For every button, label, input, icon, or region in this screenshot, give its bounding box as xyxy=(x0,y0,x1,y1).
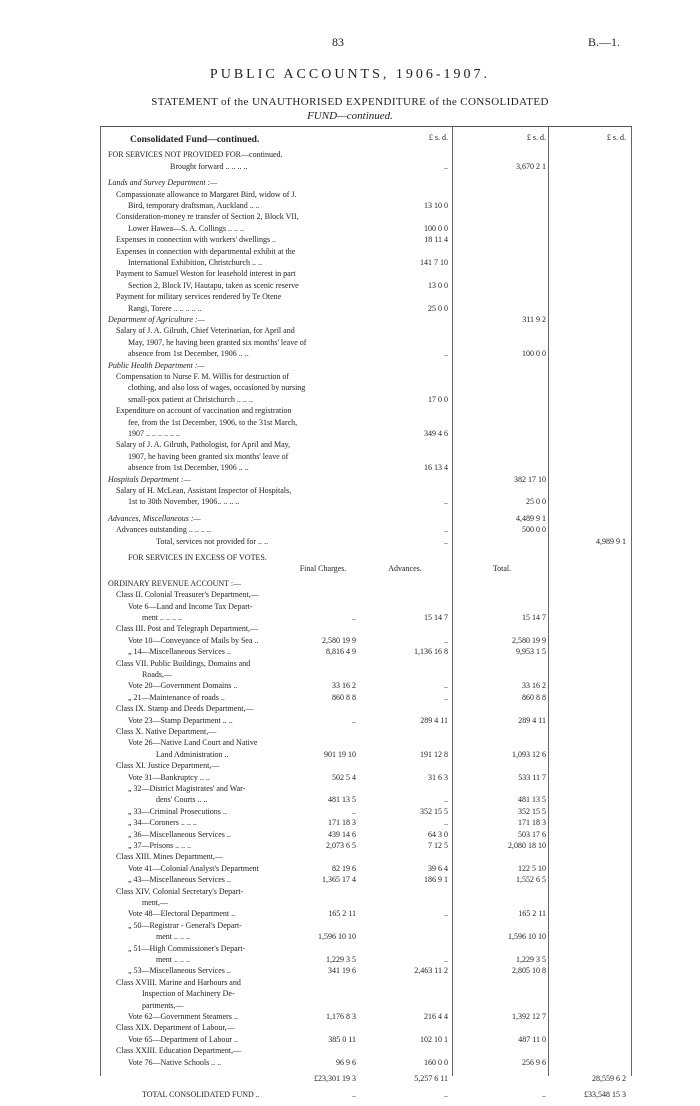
lsd-header-1: £ s. d. xyxy=(428,133,448,142)
column-header-row xyxy=(100,563,632,575)
table-row xyxy=(100,715,632,727)
row-amount-m3: 1,093 12 6 xyxy=(512,749,546,759)
row-label: Vote 6—Land and Income Tax Depart- xyxy=(128,601,253,611)
row-amount-m3: 481 13 5 xyxy=(518,795,546,805)
statement-title: STATEMENT of the UNAUTHORISED EXPENDITURE of the CONSOLIDATED xyxy=(151,96,549,108)
row-label: Class III. Post and Telegraph Department,— xyxy=(116,624,259,634)
row-amount-m3: 2,080 18 10 xyxy=(508,841,546,850)
table-row xyxy=(100,897,632,909)
row-label: „ 34—Coroners .. .. .. xyxy=(128,818,197,828)
table-row xyxy=(100,496,632,508)
row-label: Vote 48—Electoral Department .. xyxy=(128,909,236,919)
row-amount-m3: 256 9 6 xyxy=(522,1057,546,1067)
row-amount-m2: 191 12 8 xyxy=(420,749,448,759)
row-amount-m2: .. xyxy=(444,497,448,507)
row-amount-m3: .. xyxy=(542,1090,546,1100)
row-amount-m1: 860 8 8 xyxy=(332,692,356,702)
row-label: partments,— xyxy=(142,1000,184,1010)
row-label: 1st to 30th November, 1906.. .. .. .. xyxy=(128,497,240,507)
row-amount-m3: 100 0 0 xyxy=(522,349,546,359)
row-amount-m2: 25 0 0 xyxy=(428,303,448,313)
row-label: 1907 .. .. .. .. .. .. xyxy=(128,429,180,438)
row-label: Consolidated Fund—continued. xyxy=(130,135,260,145)
table-row xyxy=(100,189,632,201)
row-label: Salary of J. A. Gilruth, Chief Veterinarian, for April and xyxy=(116,326,295,336)
row-amount-m2: 100 0 0 xyxy=(424,223,448,233)
row-amount-m3: 533 11 7 xyxy=(518,772,546,782)
row-amount-m2: .. xyxy=(444,349,448,359)
row-label: Payment for military services rendered by Te Otene xyxy=(116,292,282,302)
table-row xyxy=(100,462,632,474)
table-row xyxy=(100,931,632,943)
row-label: Lower Hawea—S. A. Collings .. .. .. xyxy=(128,223,244,233)
row-label: ment,— xyxy=(142,898,168,907)
row-amount-m3: 2,805 10 8 xyxy=(512,966,546,976)
table-row xyxy=(100,1034,632,1046)
table-row xyxy=(100,1057,632,1069)
table-row xyxy=(100,439,632,451)
row-amount-m3: 25 0 0 xyxy=(526,497,546,507)
row-amount-m2: 7 12 5 xyxy=(428,841,448,850)
row-amount-m2: 352 15 5 xyxy=(420,806,448,816)
table-row xyxy=(100,303,632,315)
row-label: „ 50—Registrar - General's Depart- xyxy=(128,920,242,930)
row-label: Section 2, Block IV, Hautapu, taken as scenic reserve xyxy=(128,280,299,290)
row-amount-m3: 1,596 10 10 xyxy=(508,932,546,942)
table-row xyxy=(100,513,632,525)
row-label: Vote 10—Conveyance of Mails by Sea .. xyxy=(128,635,259,645)
table-row xyxy=(100,394,632,406)
row-label: Total, services not provided for .. .. xyxy=(156,536,269,546)
row-label: absence from 1st December, 1906 .. .. xyxy=(128,463,249,473)
row-label: Department of Agriculture :— xyxy=(108,315,205,324)
table-row xyxy=(100,337,632,349)
row-amount-m1: 901 19 10 xyxy=(324,749,356,759)
row-amount-m1: 33 16 2 xyxy=(332,681,356,691)
table-row xyxy=(100,161,632,173)
table-row xyxy=(100,806,632,818)
table-row xyxy=(100,943,632,955)
row-label: „ 37—Prisons .. .. .. xyxy=(128,841,192,850)
table-row xyxy=(100,234,632,246)
row-amount-m2: 216 4 4 xyxy=(424,1012,448,1021)
row-label: Salary of H. McLean, Assistant Inspector of Hospitals, xyxy=(116,486,292,495)
row-label: Expenses in connection with departmental exhibit at the xyxy=(116,246,296,256)
table-row xyxy=(100,772,632,784)
row-label: FOR SERVICES NOT PROVIDED FOR—continued. xyxy=(108,150,283,160)
table-row xyxy=(100,451,632,463)
row-label: Class II. Colonial Treasurer's Department,— xyxy=(116,590,259,600)
table-row xyxy=(100,325,632,337)
table-row xyxy=(100,635,632,647)
row-amount-m1: 82 19 6 xyxy=(332,863,356,873)
table-row xyxy=(100,623,632,635)
row-amount-m1: .. xyxy=(352,806,356,816)
row-amount-m1: 96 9 6 xyxy=(336,1057,356,1067)
table-row xyxy=(100,783,632,795)
row-amount-m1: 439 14 6 xyxy=(328,829,356,839)
row-amount-m4: £33,548 15 3 xyxy=(584,1090,626,1100)
table-row xyxy=(100,874,632,886)
row-amount-m3: 1,392 12 7 xyxy=(512,1012,546,1021)
table-top-rule xyxy=(100,126,632,127)
table-row xyxy=(100,954,632,966)
row-label: Lands and Survey Department :— xyxy=(108,178,218,188)
table-row xyxy=(100,360,632,372)
column-header-final: Final Charges. xyxy=(299,564,347,574)
table-row xyxy=(100,552,632,564)
row-label: Land Administration .. xyxy=(156,749,229,759)
row-amount-m3: 1,552 6 5 xyxy=(516,875,546,885)
row-label: „ 21—Maintenance of roads .. xyxy=(128,692,225,702)
row-label: Class IX. Stamp and Deeds Department,— xyxy=(116,704,254,714)
row-amount-m1: 165 2 11 xyxy=(328,909,356,919)
table-row xyxy=(100,268,632,280)
table-row xyxy=(100,371,632,383)
table-row xyxy=(100,405,632,417)
statement-table xyxy=(100,126,632,1100)
table-row xyxy=(100,211,632,223)
row-label: clothing, and also loss of wages, occasioned by nursing xyxy=(128,383,306,393)
row-label: Class XIV. Colonial Secretary's Depart- xyxy=(116,886,244,896)
table-row xyxy=(100,1000,632,1012)
row-amount-m1: 1,596 10 10 xyxy=(318,932,356,942)
row-amount-m2: .. xyxy=(444,161,448,171)
row-amount-m2: .. xyxy=(444,681,448,691)
row-label: Inspection of Machinery De- xyxy=(142,989,235,999)
row-label: ment .. .. .. xyxy=(156,932,190,942)
row-label: Compassionate allowance to Margaret Bird, widow of J. xyxy=(116,189,297,199)
table-row xyxy=(100,536,632,548)
row-label: May, 1907, he having been granted six months' leave of xyxy=(128,337,307,347)
row-label: Advances outstanding .. .. .. .. xyxy=(116,525,211,535)
row-amount-m2: .. xyxy=(444,1090,448,1100)
table-row xyxy=(100,1089,632,1101)
row-amount-m2: 64 3 0 xyxy=(428,829,448,839)
row-amount-m3: 487 11 0 xyxy=(518,1034,546,1044)
page-title: PUBLIC ACCOUNTS, 1906-1907. xyxy=(209,67,491,82)
row-amount-m2: 16 13 4 xyxy=(424,463,448,473)
row-label: absence from 1st December, 1906 .. .. xyxy=(128,349,249,359)
table-row xyxy=(100,851,632,863)
row-amount-m2: 31 6 3 xyxy=(428,772,448,782)
row-amount-m1: 1,229 3 5 xyxy=(326,955,356,964)
row-amount-m1: 171 18 3 xyxy=(328,818,356,828)
table-row xyxy=(100,348,632,360)
row-amount-m1: 341 19 6 xyxy=(328,966,356,976)
lsd-header-3: £ s. d. xyxy=(606,133,626,142)
row-label: fee, from the 1st December, 1906, to the 31st March, xyxy=(128,417,298,427)
table-row xyxy=(100,578,632,590)
row-label: FOR SERVICES IN EXCESS OF VOTES. xyxy=(128,553,267,562)
row-label: „ 33—Criminal Prosecutions .. xyxy=(128,806,227,816)
row-label: „ 53—Miscellaneous Services .. xyxy=(128,966,231,976)
table-row xyxy=(100,474,632,486)
table-row xyxy=(100,726,632,738)
row-amount-m1: 2,580 19 9 xyxy=(322,635,356,645)
row-label: „ 14—Miscellaneous Services .. xyxy=(128,647,231,657)
row-label: Vote 65—Department of Labour .. xyxy=(128,1034,239,1044)
table-row xyxy=(100,646,632,658)
row-label: Compensation to Nurse F. M. Willis for destruction of xyxy=(116,372,290,381)
row-label: Roads,— xyxy=(142,670,172,679)
row-label: TOTAL CONSOLIDATED FUND .. xyxy=(142,1090,260,1100)
row-label: „ 51—High Commissioner's Depart- xyxy=(128,943,246,953)
table-row xyxy=(100,658,632,670)
row-label: Advances, Miscellaneous :— xyxy=(108,513,201,523)
row-amount-m2: 102 10 1 xyxy=(420,1034,448,1044)
table-row xyxy=(100,291,632,303)
row-label: Class XVIII. Marine and Harbours and xyxy=(116,977,241,987)
row-label: Salary of J. A. Gilruth, Pathologist, for April and May, xyxy=(116,440,291,450)
row-amount-m2: .. xyxy=(444,536,448,546)
row-label: ment .. .. .. xyxy=(156,955,190,964)
row-label: Expenses in connection with workers' dwellings .. xyxy=(116,235,277,245)
table-row xyxy=(100,886,632,898)
row-label: Consideration-money re transfer of Section 2, Block VII, xyxy=(116,212,299,222)
lsd-header-2: £ s. d. xyxy=(526,133,546,142)
row-amount-m3: 311 9 2 xyxy=(522,315,546,324)
row-amount-m2: 5,257 6 11 xyxy=(414,1074,448,1083)
row-amount-m2: .. xyxy=(444,635,448,645)
document-reference: B.—1. xyxy=(588,35,621,49)
row-label: Payment to Samuel Weston for leasehold interest in part xyxy=(116,269,296,279)
table-row xyxy=(100,908,632,920)
row-amount-m2: .. xyxy=(444,795,448,805)
row-amount-m4: 4,989 9 1 xyxy=(596,536,626,546)
table-row xyxy=(100,601,632,613)
table-row xyxy=(100,417,632,429)
table-row xyxy=(100,680,632,692)
row-amount-m1: 1,176 8 3 xyxy=(326,1012,356,1021)
row-label: „ 32—District Magistrates' and War- xyxy=(128,784,246,793)
row-amount-m2: 2,463 11 2 xyxy=(414,966,448,976)
row-amount-m2: .. xyxy=(444,525,448,535)
row-amount-m3: 15 14 7 xyxy=(522,613,546,622)
row-label: Expenditure on account of vaccination and registration xyxy=(116,406,292,416)
statement-title-continued: FUND—continued. xyxy=(307,110,393,122)
row-amount-m1: £23,301 19 3 xyxy=(314,1074,356,1083)
row-amount-m2: 13 10 0 xyxy=(424,201,448,210)
row-label: Vote 76—Native Schools .. .. xyxy=(128,1057,222,1067)
table-row xyxy=(100,149,632,161)
table-row xyxy=(100,703,632,715)
row-amount-m3: 382 17 10 xyxy=(514,474,546,484)
row-amount-m3: 122 5 10 xyxy=(518,863,546,873)
table-row xyxy=(100,1073,632,1085)
table-row xyxy=(100,428,632,440)
page-number: 83 xyxy=(332,35,344,49)
row-amount-m1: 1,365 17 4 xyxy=(322,875,356,885)
row-amount-m2: 186 9 1 xyxy=(424,875,448,885)
row-label: International Exhibition, Christchurch .. .. xyxy=(128,258,262,267)
row-amount-m3: 1,229 3 5 xyxy=(516,955,546,964)
table-row xyxy=(100,200,632,212)
row-amount-m2: 13 0 0 xyxy=(428,280,448,290)
table-row xyxy=(100,965,632,977)
row-amount-m3: 503 17 6 xyxy=(518,829,546,839)
row-label: Bird, temporary draftsman, Auckland .. .. xyxy=(128,201,260,210)
row-amount-m2: .. xyxy=(444,955,448,964)
row-label: Brought forward .. .. .. .. xyxy=(170,161,248,171)
table-row xyxy=(100,737,632,749)
row-amount-m2: .. xyxy=(444,818,448,828)
table-row xyxy=(100,977,632,989)
table-row xyxy=(100,314,632,326)
column-header-adv: Advances. xyxy=(388,564,422,574)
row-amount-m2: 15 14 7 xyxy=(424,613,448,622)
row-amount-m3: 33 16 2 xyxy=(522,681,546,691)
table-row xyxy=(100,177,632,189)
row-amount-m1: 502 5 4 xyxy=(332,772,356,782)
table-row xyxy=(100,589,632,601)
row-amount-m2: 349 4 6 xyxy=(424,429,448,438)
table-row xyxy=(100,280,632,292)
row-label: Class XI. Justice Department,— xyxy=(116,761,220,771)
row-amount-m3: 860 8 8 xyxy=(522,692,546,702)
row-label: Hospitals Department :— xyxy=(108,474,191,484)
row-amount-m2: 18 11 4 xyxy=(424,235,448,245)
row-amount-m1: 2,073 6 5 xyxy=(326,841,356,850)
row-amount-m1: .. xyxy=(352,1090,356,1100)
row-label: Class XIX. Department of Labour,— xyxy=(116,1023,235,1033)
table-row xyxy=(100,988,632,1000)
row-amount-m3: 2,580 19 9 xyxy=(512,635,546,645)
table-row xyxy=(100,223,632,235)
row-label: „ 43—Miscellaneous Services .. xyxy=(128,875,231,885)
row-label: dens' Courts .. .. xyxy=(156,795,208,805)
table-row xyxy=(100,382,632,394)
row-amount-m2: 39 6 4 xyxy=(428,863,448,873)
row-amount-m1: 481 13 5 xyxy=(328,795,356,805)
table-row xyxy=(100,817,632,829)
row-label: Vote 20—Government Domains .. xyxy=(128,681,238,691)
table-row xyxy=(100,612,632,624)
row-amount-m2: 289 4 11 xyxy=(420,715,448,725)
row-amount-m3: 289 4 11 xyxy=(518,715,546,725)
row-amount-m1: .. xyxy=(352,613,356,622)
table-row xyxy=(100,1022,632,1034)
row-amount-m4: 28,559 6 2 xyxy=(592,1074,626,1083)
row-amount-m3: 171 18 3 xyxy=(518,818,546,828)
row-label: ORDINARY REVENUE ACCOUNT :— xyxy=(108,578,242,588)
row-label: 1907, he having been granted six months' leave of xyxy=(128,451,289,461)
row-amount-m2: 1,136 16 8 xyxy=(414,647,448,657)
row-amount-m1: .. xyxy=(352,715,356,725)
row-label: Class VII. Public Buildings, Domains and xyxy=(116,658,251,668)
table-row xyxy=(100,794,632,806)
row-amount-m2: 141 7 10 xyxy=(420,258,448,267)
row-label: Vote 41—Colonial Analyst's Department xyxy=(128,863,259,873)
row-amount-m1: 8,816 4 9 xyxy=(326,647,356,657)
row-label: small-pox patient at Christchurch .. .. .. xyxy=(128,394,253,404)
row-amount-m2: 17 0 0 xyxy=(428,394,448,404)
table-row xyxy=(100,829,632,841)
row-amount-m2: 160 0 0 xyxy=(424,1057,448,1067)
row-label: Class XXIII. Education Department,— xyxy=(116,1046,242,1056)
row-amount-m3: 4,489 9 1 xyxy=(516,513,546,523)
row-amount-m3: 352 15 5 xyxy=(518,806,546,816)
row-label: ment .. .. .. .. xyxy=(142,613,182,622)
row-label: Class XIII. Mines Department,— xyxy=(116,852,223,862)
table-row xyxy=(100,1011,632,1023)
table-row xyxy=(100,134,632,146)
table-row xyxy=(100,749,632,761)
table-row xyxy=(100,840,632,852)
row-amount-m2: .. xyxy=(444,692,448,702)
table-row xyxy=(100,920,632,932)
row-label: Class X. Native Department,— xyxy=(116,727,217,736)
row-amount-m3: 3,670 2 1 xyxy=(516,161,546,171)
row-amount-m1: 385 0 11 xyxy=(328,1034,356,1044)
table-row xyxy=(100,246,632,258)
table-row xyxy=(100,257,632,269)
row-label: Vote 62—Government Steamers .. xyxy=(128,1012,238,1021)
row-label: „ 36—Miscellaneous Services .. xyxy=(128,829,231,839)
row-label: Rangi, Torere .. .. .. .. .. xyxy=(128,303,202,313)
row-label: Vote 31—Bankruptcy .. .. xyxy=(128,772,210,782)
row-amount-m3: 500 0 0 xyxy=(522,525,546,535)
table-row xyxy=(100,524,632,536)
row-label: Vote 26—Native Land Court and Native xyxy=(128,738,258,748)
table-row xyxy=(100,1045,632,1057)
table-row xyxy=(100,669,632,681)
row-label: Vote 23—Stamp Department .. .. xyxy=(128,715,233,725)
row-amount-m3: 9,953 1 5 xyxy=(516,647,546,657)
column-header-total: Total. xyxy=(492,564,512,574)
table-row xyxy=(100,863,632,875)
row-amount-m2: .. xyxy=(444,909,448,919)
row-label: Public Health Department :— xyxy=(108,360,205,370)
row-amount-m3: 165 2 11 xyxy=(518,909,546,919)
table-row xyxy=(100,485,632,497)
table-row xyxy=(100,760,632,772)
table-row xyxy=(100,692,632,704)
